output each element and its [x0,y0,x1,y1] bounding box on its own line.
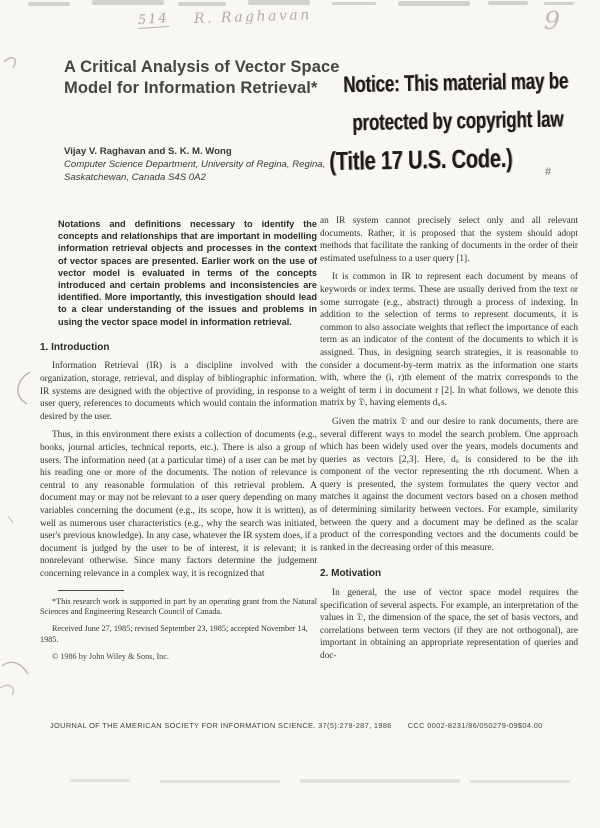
ccc-code: CCC 0002-8231/86/050279-09$04.00 [407,721,543,730]
journal-footer [50,721,543,730]
footnote-rule [58,590,124,591]
author-names: Vijay V. Raghavan and S. K. M. Wong [64,146,232,157]
body-paragraph-1: an IR system cannot precisely select only and all relevant documents. Rather, it is proposed that the system should adopt methods that facilitate the ranking of documents in the order of their estimated usefulness to a user query [1]. [320,216,578,264]
motivation-paragraph: In general, the use of vector space model requires the specification of several aspects. For example, an interpretation of the values in 𝔇, the dimension of the space, the set of basis vectors, and correlations between term vectors (if they are not orthogonal), are important in obtaining an appropriate representation of queries and doc- [320,588,578,661]
handwritten-number: 514 [137,10,170,29]
handwritten-page-number: 9 [543,5,561,36]
handwritten-name: R. Raghavan [193,6,312,28]
received-dates: Received June 27, 1985; revised September 23, 1985; accepted November 14, 1985. [40,623,308,644]
stamp-line-1: Notice: This material may be [343,68,569,98]
stamp-line-2: protected by copyright law [352,106,564,136]
journal-citation: JOURNAL OF THE AMERICAN SOCIETY FOR INFORMATION SCIENCE. 37(5):279-287, 1986 [50,721,392,730]
article-title-line-1: A Critical Analysis of Vector Space [64,58,340,76]
affiliation-line-1: Computer Science Department, University of Regina, Regina, [64,159,326,170]
section-heading-introduction: 1. Introduction [40,341,110,353]
article-title [64,57,340,98]
section-heading-motivation: 2. Motivation [320,568,382,580]
author-block [64,145,325,184]
right-column [320,215,578,663]
intro-paragraph-1: Information Retrieval (IR) is a discipline involved with the organization, storage, retrieval, and display of bibliographic information. IR systems are designed with the objective of providing, in response to a user query, references to documents which would contain the information desired by the user. [40,361,317,422]
article-title-line-2: Model for Information Retrieval* [64,78,318,97]
stamp-line-3: (Title 17 U.S. Code.) [329,144,513,177]
copyright-notice: © 1986 by John Wiley & Sons, Inc. [52,652,169,662]
handwritten-margin-mark: # [545,166,552,178]
footnote-text: *This research work is supported in part by an operating grant from the Natural Sciences and Engineering Research Council of Canada. [40,596,317,617]
body-paragraph-2: It is common in IR to represent each document by means of keywords or index terms. These are usually derived from the text or some surrogate (e.g., abstract) through a process of indexing. In addition to the selection of terms to represent documents, it is common to also associate weights that reflect the importance of each term as an indicator of the content of the documents to which it is assigned. Thus, in designing search strategies, it is reasonable to consider a document-by-term matrix as the information one starts with, where the (i, r)th element of the matrix corresponds to the weight of term i in document r [2]. In what follows, we denote this matrix by 𝔇, having elements dᵢᵣs. [320,272,578,409]
left-column [40,215,317,664]
abstract-text: Notations and definitions necessary to identify the concepts and relationships that are important in modelling information retrieval objects and processes in the context of vector spaces are presented. Earlier work on the use of vector model is evaluated in terms of the concepts introduced and certain problems and inconsistencies are identified. More importantly, this investigation should lead to a clear understanding of the issues and problems in using the vector space model in information retrieval. [58,219,317,327]
body-paragraph-3: Given the matrix 𝔇 and our desire to rank documents, there are several different ways to model the search problem. One approach which has been widely used over the years, models documents and queries as vectors [2,3]. Here, dᵢᵣ is considered to be the ith component of the vector representing the rth document. When a query is presented, the system formulates the query vector and matches it against the document vectors based on a chosen method of determining similarity between vectors. For example, similarity between the query and a document may be defined as the scalar product of the corresponding vectors and the documents could be ranked in the decreasing order of this measure. [320,416,578,553]
affiliation-line-2: Saskatchewan, Canada S4S 0A2 [64,172,206,183]
intro-paragraph-2: Thus, in this environment there exists a collection of documents (e.g., books, journal articles, technical reports, etc.). There is also a group of users. The information need (at a particular time) of a user can be met by his reading one or more of the documents. The notion of relevance is central to any reasonable formulation of this retrieval problem. A document may or may not be relevant to a user query depending on many variables concerning the document (e.g., its scope, how it is written), as well as numerous user characteristics (e.g., why the search was initiated, user's previous knowledge). In any case, whatever the IR system does, if a document is judged by the user to be of interest, it is relevant; it is nonrelevant otherwise. Since many factors determine the judgement concerning relevance in a complex way, it is recognized that [40,430,317,579]
